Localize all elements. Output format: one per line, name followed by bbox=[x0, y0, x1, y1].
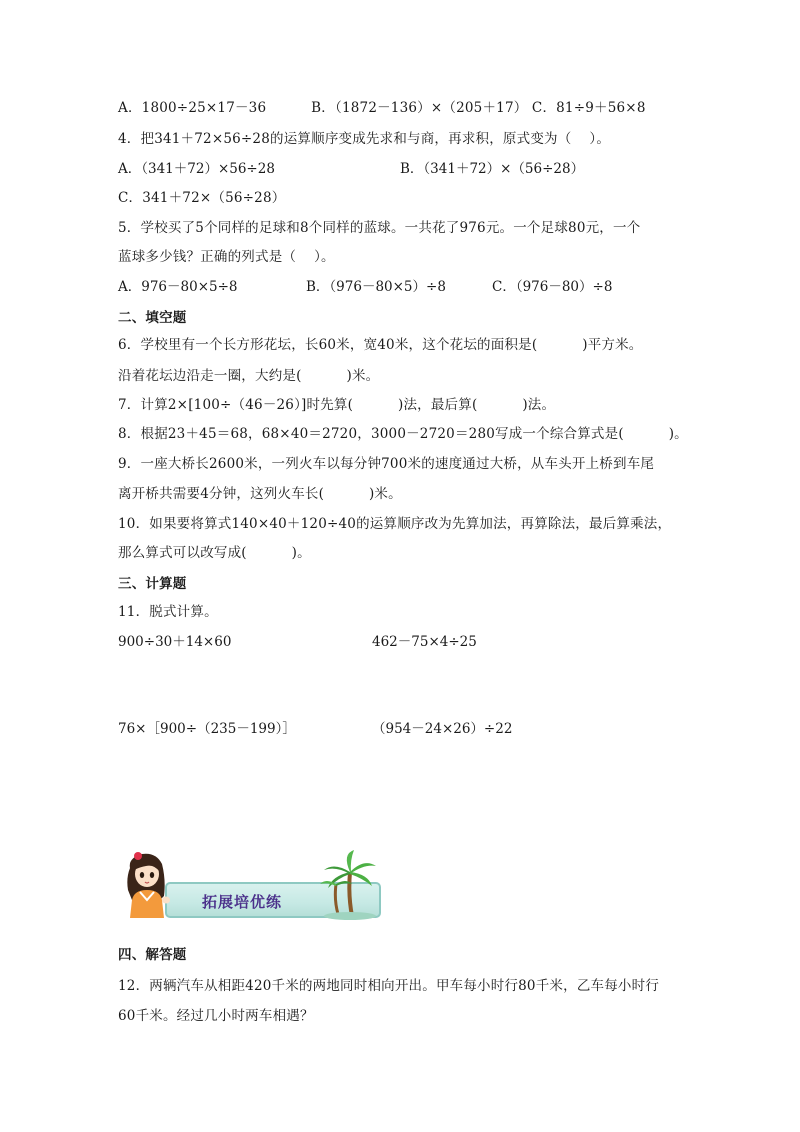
calc-expression-1: 900÷30＋14×60 bbox=[118, 634, 232, 650]
question-5-line2: 蓝球多少钱？正确的列式是（ ）。 bbox=[118, 249, 335, 265]
section-title-3: 三、计算题 bbox=[118, 576, 187, 592]
question-10-line2: 那么算式可以改写成( )。 bbox=[118, 545, 311, 561]
extension-practice-banner bbox=[120, 850, 382, 922]
question-11: 11．脱式计算。 bbox=[118, 604, 218, 620]
question-12-line2: 60千米。经过几小时两车相遇？ bbox=[118, 1008, 314, 1024]
q5-option-a: A．976－80×5÷8 bbox=[118, 279, 238, 295]
question-8: 8．根据23＋45＝68，68×40＝2720，3000－2720＝280写成一个综合算式是( )。 bbox=[118, 426, 688, 442]
q4-option-a: A．（341＋72）×56÷28 bbox=[118, 161, 275, 177]
question-10-line1: 10．如果要将算式140×40＋120÷40的运算顺序改为先算加法，再算除法，最后算乘法， bbox=[118, 516, 672, 532]
question-9-line2: 离开桥共需要4分钟，这列火车长( )米。 bbox=[118, 486, 402, 502]
q4-option-c: C．341＋72×（56÷28） bbox=[118, 190, 286, 206]
section-title-2: 二、填空题 bbox=[118, 310, 187, 326]
question-4: 4．把341＋72×56÷28的运算顺序变成先求和与商，再求积，原式变为（ ）。 bbox=[118, 131, 611, 147]
q5-option-b: B．（976－80×5）÷8 bbox=[306, 279, 446, 295]
banner-title: 拓展培优练 bbox=[202, 893, 283, 911]
question-7: 7．计算2×[100÷（46－26）]时先算( )法，最后算( )法。 bbox=[118, 397, 556, 413]
q4-option-b: B．（341＋72）×（56÷28） bbox=[400, 161, 585, 177]
question-6-line1: 6．学校里有一个长方形花坛，长60米，宽40米，这个花坛的面积是( )平方米。 bbox=[118, 337, 643, 353]
calc-expression-2: 462－75×4÷25 bbox=[372, 634, 477, 650]
question-9-line1: 9．一座大桥长2600米，一列火车以每分钟700米的速度通过大桥，从车头开上桥到车尾 bbox=[118, 456, 655, 472]
palm-tree-icon bbox=[320, 850, 378, 920]
question-6-line2: 沿着花坛边沿走一圈，大约是( )米。 bbox=[118, 368, 380, 384]
question-5-line1: 5．学校买了5个同样的足球和8个同样的蓝球。一共花了976元。一个足球80元，一个 bbox=[118, 220, 641, 236]
girl-illustration bbox=[120, 850, 182, 922]
q3-options: A．1800÷25×17－36 B．（1872－136）×（205＋17） C．81÷9＋56×8 bbox=[118, 100, 646, 116]
question-12-line1: 12．两辆汽车从相距420千米的两地同时相向开出。甲车每小时行80千米，乙车每小时行 bbox=[118, 978, 660, 994]
calc-expression-4: （954－24×26）÷22 bbox=[372, 721, 513, 737]
calc-expression-3: 76×［900÷（235－199）］ bbox=[118, 721, 296, 737]
section-title-4: 四、解答题 bbox=[118, 947, 187, 963]
q5-option-c: C．（976－80）÷8 bbox=[492, 279, 613, 295]
